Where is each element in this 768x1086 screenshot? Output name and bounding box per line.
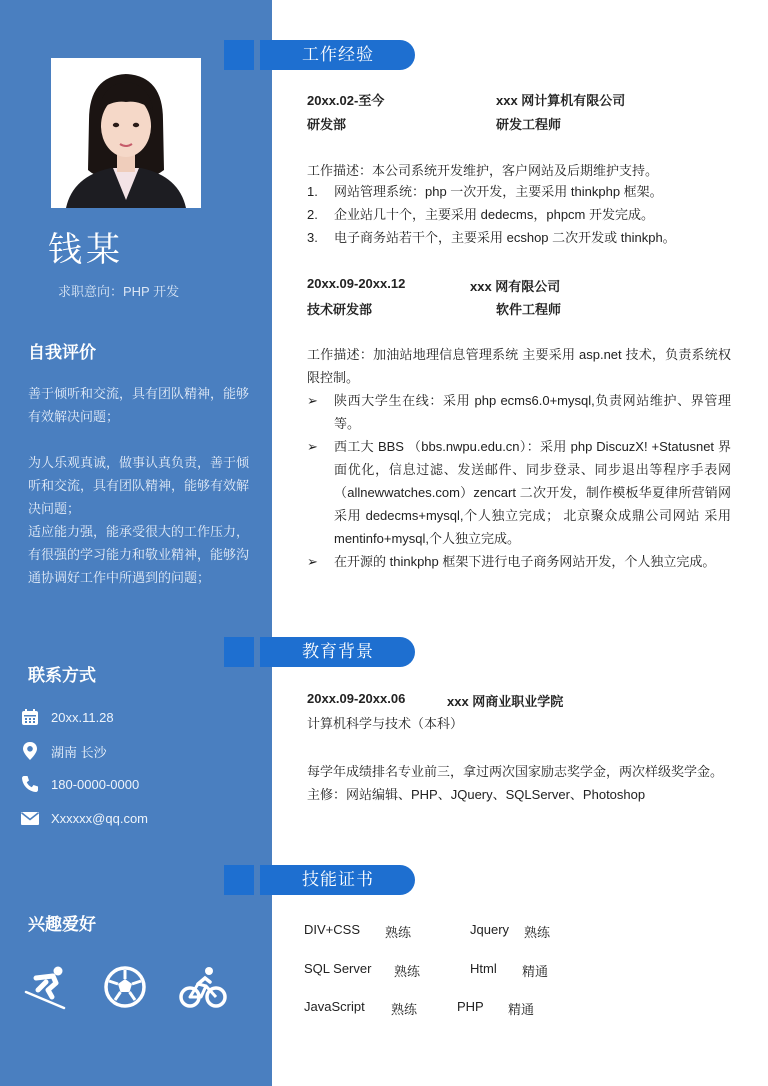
education-honor: 每学年成绩排名专业前三，拿过两次国家励志奖学金，两次样级奖学金。 (307, 764, 724, 779)
skill-level: 熟练 (524, 925, 551, 940)
job2-items (307, 389, 731, 573)
mail-icon (20, 808, 40, 828)
skill-name: Jquery (470, 922, 510, 937)
skill-name: DIV+CSS (304, 922, 360, 937)
contact-birth-value: 20xx.11.28 (51, 709, 114, 725)
job2-department: 技术研发部 (307, 302, 373, 317)
header-square (224, 637, 254, 667)
contact-birth (20, 707, 114, 727)
cycling-icon (179, 964, 227, 1015)
job1-items (307, 180, 676, 249)
skill-level: 熟练 (394, 964, 421, 979)
header-square (224, 865, 254, 895)
list-item: ➢ 在开源的 thinkphp 框架下进行电子商务网站开发，个人独立完成。 (307, 554, 716, 569)
skill-name: JavaScript (304, 999, 365, 1014)
job1-role: 研发工程师 (496, 117, 562, 132)
phone-icon (20, 774, 40, 794)
job1-period: 20xx.02-至今 (307, 93, 385, 108)
skills-section-title: 技能证书 (260, 865, 415, 895)
education-school: xxx 网商业职业学院 (447, 694, 564, 709)
self-eval-text (28, 382, 254, 589)
job1-department: 研发部 (307, 117, 347, 132)
job1-company: xxx 网计算机有限公司 (496, 93, 626, 108)
job2-role: 软件工程师 (496, 302, 562, 317)
contact-phone (20, 774, 139, 794)
hobbies-heading: 兴趣爱好 (28, 915, 96, 934)
job2-period: 20xx.09-20xx.12 (307, 276, 406, 291)
skill-name: PHP (457, 999, 484, 1014)
self-eval-para-1: 善于倾听和交流，具有团队精神，能够有效解决问题； (28, 386, 250, 424)
list-item: ➢ 陕西大学生在线：采用 php ecms6.0+mysql,负责网站维护、界管理等。 (307, 393, 731, 431)
contact-phone-value: 180-0000-0000 (51, 776, 140, 792)
contact-location (20, 741, 107, 761)
list-item: 2. 企业站几十个，主要采用 dedecms，phpcm 开发完成。 (307, 207, 654, 222)
skill-name: SQL Server (304, 961, 372, 976)
skill-level: 熟练 (385, 925, 412, 940)
skill-level: 精通 (508, 1002, 535, 1017)
job2-company: xxx 网有限公司 (470, 279, 561, 294)
profile-photo (51, 58, 201, 208)
list-item: 3. 电子商务站若干个，主要采用 ecshop 二次开发或 thinkph。 (307, 230, 676, 245)
job1-description: 工作描述：本公司系统开发维护，客户网站及后期维护支持。 (307, 163, 659, 178)
location-pin-icon (20, 741, 40, 761)
list-item: 1. 网站管理系统：php 一次开发，主要采用 thinkphp 框架。 (307, 184, 663, 199)
contact-email-value: Xxxxxx@qq.com (51, 810, 148, 826)
education-section-title: 教育背景 (260, 637, 415, 667)
skiing-icon (24, 964, 70, 1015)
self-eval-para-3: 适应能力强，能承受很大的工作压力，有很强的学习能力和敬业精神，能够沟通协调好工作中所遇到的问题； (28, 524, 250, 585)
list-item: ➢ 西工大 BBS （bbs.nwpu.edu.cn）：采用 php DiscuzX! +Statusnet 界面优化，信息过滤、发送邮件、同步登录、同步退出等程序手表网（allnewwatches.com）zencart 二次开发，制作模板华夏律所营销网 采用 dedecms+mysql,个人独立完成； 北京聚众成鼎公司网站 采用 mentinfo+mysql,个人独立完成。 (307, 439, 731, 546)
sidebar (0, 0, 272, 1086)
skill-level: 熟练 (391, 1002, 418, 1017)
job-intent: 求职意向：PHP 开发 (58, 284, 180, 299)
self-eval-heading: 自我评价 (28, 343, 96, 362)
contact-heading: 联系方式 (28, 666, 96, 685)
person-name: 钱某 (48, 230, 124, 270)
skill-level: 精通 (522, 964, 549, 979)
calendar-icon (20, 707, 40, 727)
skill-name: Html (470, 961, 497, 976)
job2-description: 工作描述：加油站地理信息管理系统 主要采用 asp.net 技术，负责系统权限控制。 (307, 347, 731, 385)
education-period: 20xx.09-20xx.06 (307, 691, 406, 706)
work-section-title: 工作经验 (260, 40, 415, 70)
education-major: 计算机科学与技术（本科） (307, 716, 464, 731)
header-square (224, 40, 254, 70)
education-courses: 主修：网站编辑、PHP、JQuery、SQLServer、Photoshop (307, 787, 646, 802)
self-eval-para-2: 为人乐观真诚，做事认真负责，善于倾听和交流，具有团队精神，能够有效解决问题； (28, 455, 250, 516)
contact-email (20, 808, 148, 828)
soccer-ball-icon (102, 964, 148, 1015)
contact-location-value: 湖南 长沙 (51, 744, 107, 760)
